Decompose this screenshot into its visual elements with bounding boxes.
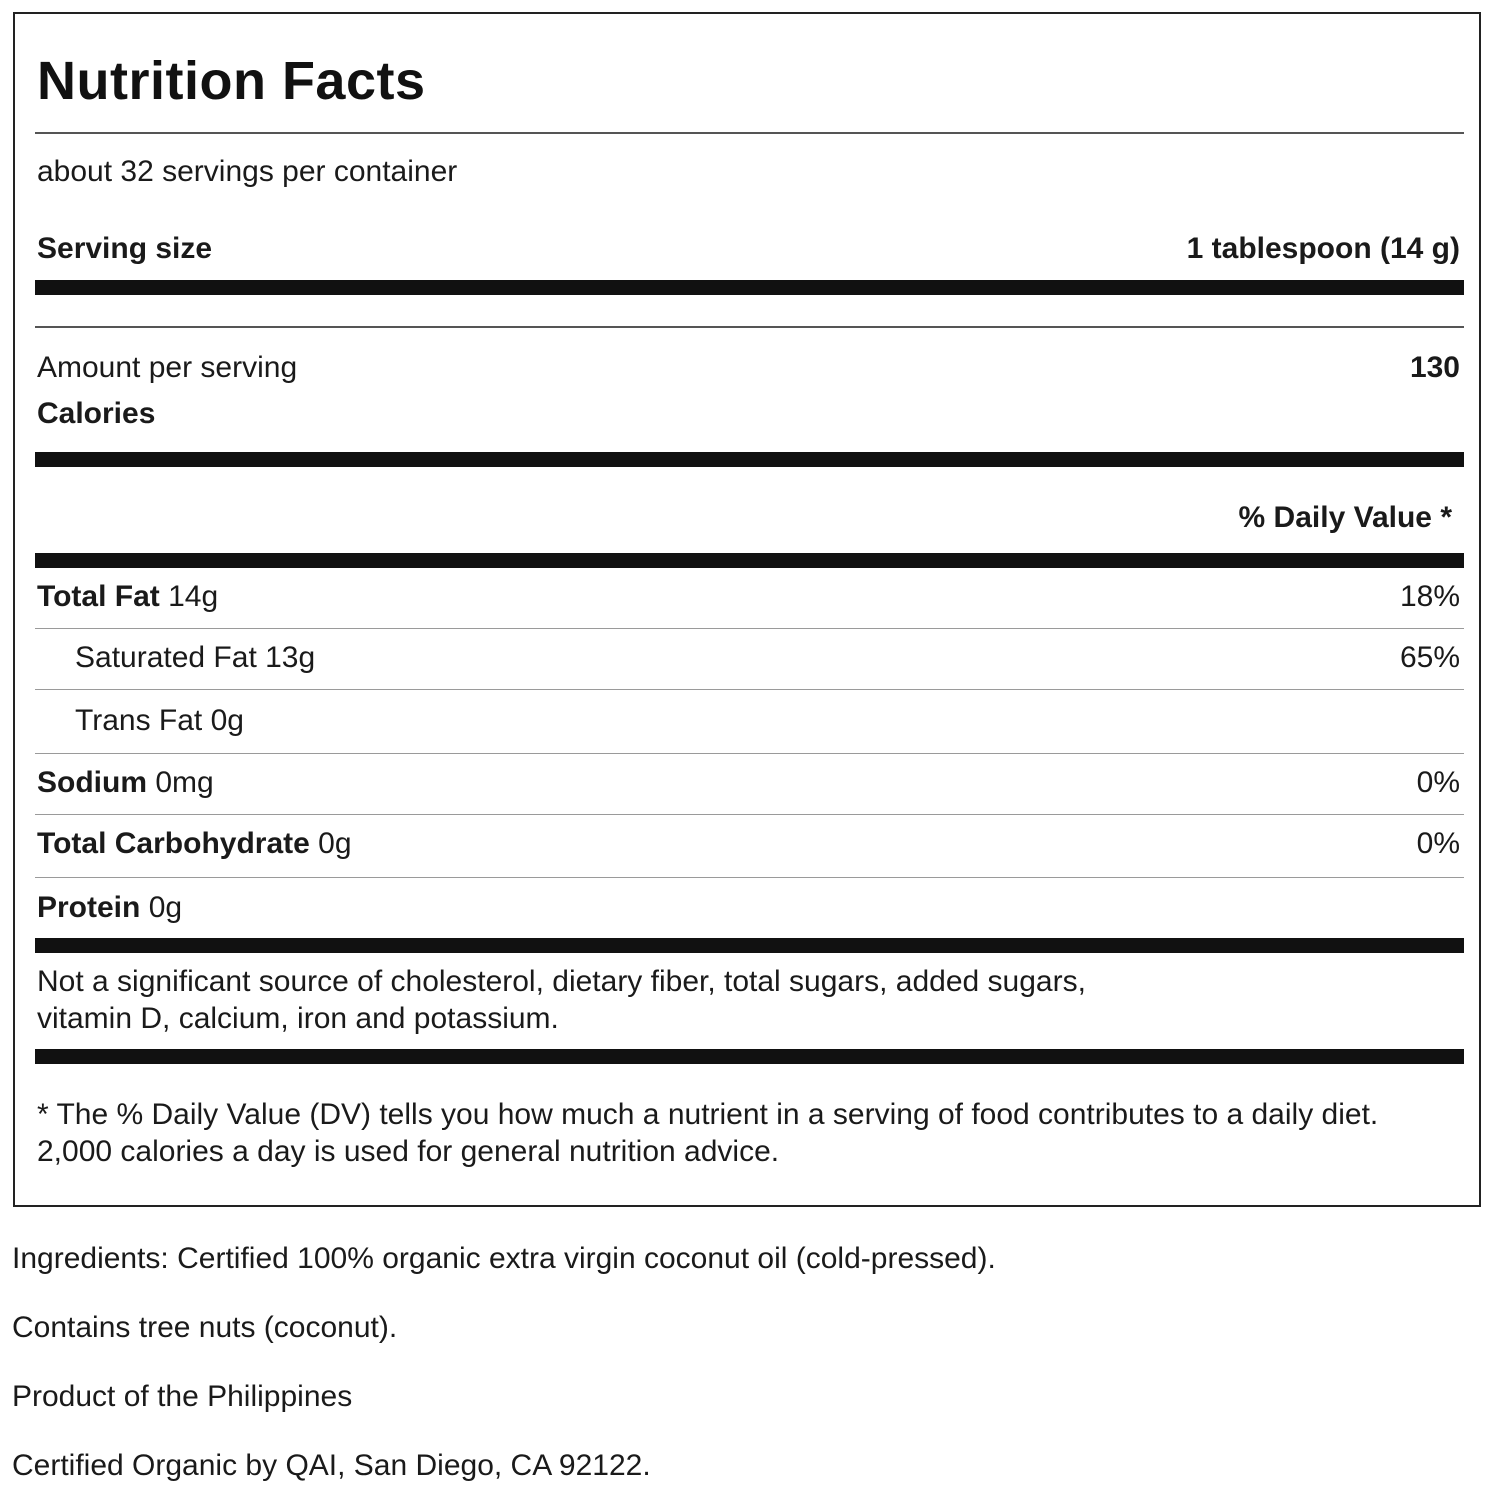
nutrient-amount: 14g bbox=[168, 580, 219, 613]
servings-per-container: about 32 servings per container bbox=[37, 155, 458, 188]
ingredients-text: Ingredients: Certified 100% organic extra virgin coconut oil (cold-pressed). bbox=[12, 1242, 996, 1275]
thick-divider bbox=[35, 938, 1464, 953]
certification-text: Certified Organic by QAI, San Diego, CA 92122. bbox=[12, 1449, 651, 1482]
nutrient-name: Total Carbohydrate bbox=[37, 827, 310, 860]
nutrient-row-saturated-fat bbox=[75, 640, 315, 676]
nutrient-name: Trans Fat bbox=[75, 704, 203, 737]
amount-per-serving: Amount per serving bbox=[37, 351, 298, 384]
divider bbox=[35, 814, 1464, 815]
nutrient-row-total-carbohydrate bbox=[37, 826, 352, 862]
serving-size-label: Serving size bbox=[37, 232, 213, 265]
nutrient-amount: 0g bbox=[318, 827, 352, 860]
daily-value-footnote: 2,000 calories a day is used for general nutrition advice. bbox=[37, 1135, 780, 1168]
not-significant-note: Not a significant source of cholesterol, dietary fiber, total sugars, added sugars, bbox=[37, 965, 1086, 998]
thick-divider bbox=[35, 280, 1464, 295]
nutrient-row-sodium bbox=[37, 765, 214, 801]
nutrient-row-total-fat bbox=[37, 579, 218, 615]
origin-text: Product of the Philippines bbox=[12, 1380, 353, 1413]
divider bbox=[35, 628, 1464, 629]
divider bbox=[35, 689, 1464, 690]
nutrient-dv: 0% bbox=[1416, 827, 1460, 860]
nutrient-row-protein bbox=[37, 890, 182, 926]
nutrient-dv: 18% bbox=[1399, 580, 1460, 613]
divider bbox=[35, 877, 1464, 878]
not-significant-note: vitamin D, calcium, iron and potassium. bbox=[37, 1002, 559, 1035]
nutrient-amount: 0mg bbox=[155, 766, 214, 799]
divider bbox=[35, 326, 1464, 328]
nutrient-name: Total Fat bbox=[37, 580, 160, 613]
allergen-text: Contains tree nuts (coconut). bbox=[12, 1311, 398, 1344]
nutrient-name: Sodium bbox=[37, 766, 147, 799]
nutrient-amount: 13g bbox=[265, 641, 316, 674]
divider bbox=[35, 132, 1464, 134]
thick-divider bbox=[35, 1049, 1464, 1064]
nutrient-name: Protein bbox=[37, 891, 141, 924]
nutrient-dv: 0% bbox=[1416, 766, 1460, 799]
daily-value-footnote: * The % Daily Value (DV) tells you how much a nutrient in a serving of food contributes to a daily diet. bbox=[37, 1098, 1379, 1131]
calories-label: Calories bbox=[37, 397, 156, 430]
nutrition-facts-panel bbox=[13, 12, 1481, 1207]
calories-value: 130 bbox=[1409, 351, 1460, 384]
nutrient-dv: 65% bbox=[1399, 641, 1460, 674]
thick-divider bbox=[35, 452, 1464, 467]
daily-value-header: % Daily Value * bbox=[1238, 501, 1452, 534]
divider bbox=[35, 753, 1464, 754]
serving-size-value: 1 tablespoon (14 g) bbox=[1186, 232, 1460, 265]
nutrient-name: Saturated Fat bbox=[75, 641, 257, 674]
nutrient-row-trans-fat bbox=[75, 703, 244, 739]
label-title: Nutrition Facts bbox=[37, 51, 426, 111]
nutrient-amount: 0g bbox=[210, 704, 244, 737]
thick-divider bbox=[35, 553, 1464, 568]
nutrient-amount: 0g bbox=[148, 891, 183, 924]
